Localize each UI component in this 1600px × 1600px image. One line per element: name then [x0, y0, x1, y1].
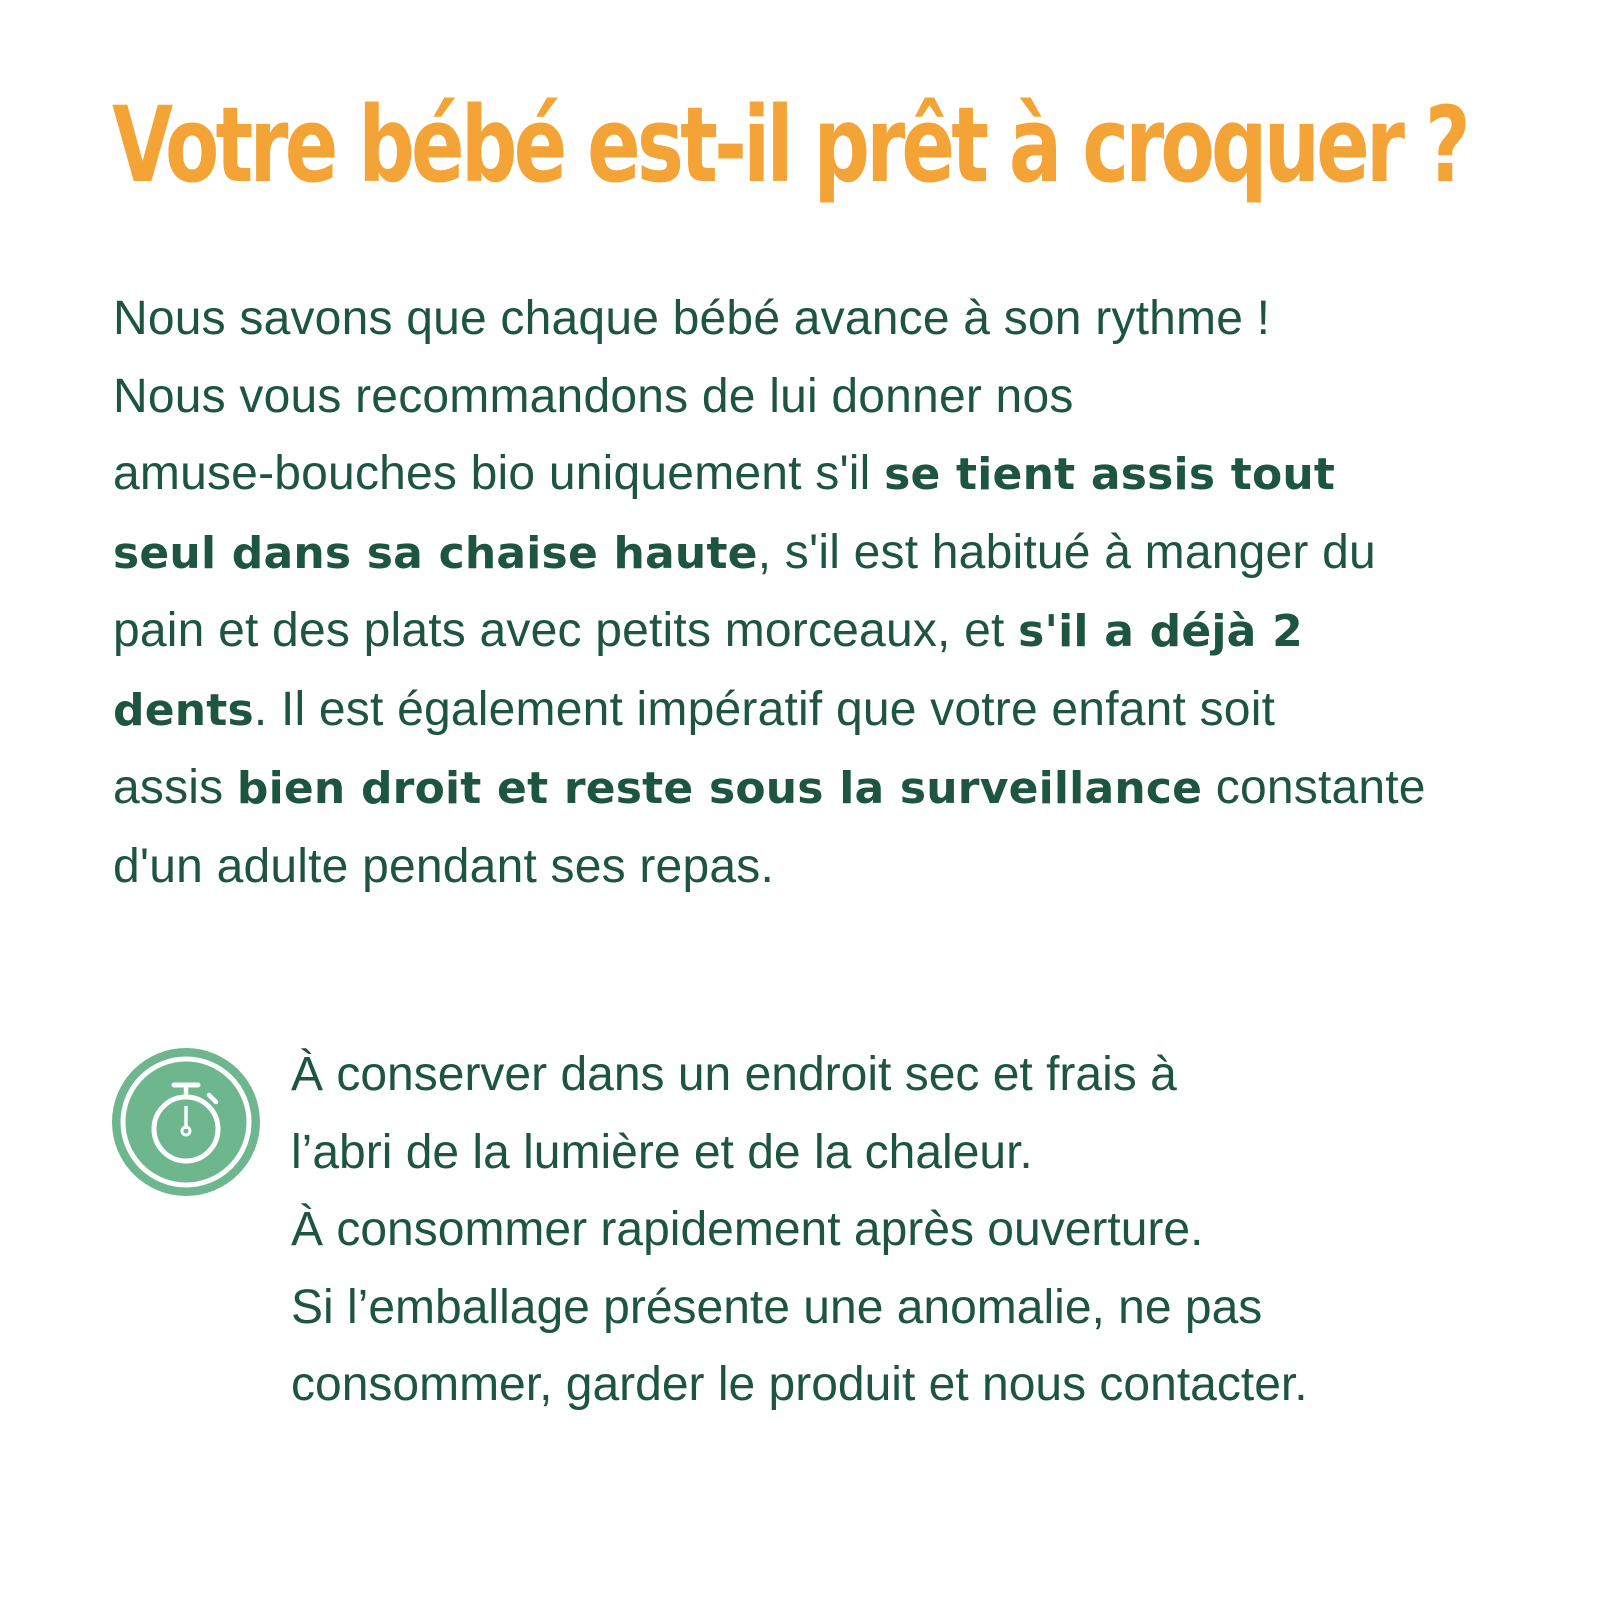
page-title: Votre bébé est-il prêt à croquer ?	[112, 84, 1467, 206]
storage-instructions	[291, 1036, 1551, 1424]
intro-emphasis: bien droit et reste sous la surveillance	[236, 763, 1203, 814]
storage-line: consommer, garder le produit et nous contacter.	[291, 1358, 1308, 1411]
intro-emphasis: seul dans sa chaise haute	[113, 527, 758, 579]
intro-emphasis: s'il a déjà 2	[1018, 606, 1303, 657]
intro-line-4	[113, 514, 1443, 593]
storage-line: À conserver dans un endroit sec et frais à	[291, 1048, 1177, 1101]
storage-line: l’abri de la lumière et de la chaleur.	[291, 1125, 1033, 1179]
intro-line-3	[113, 435, 1443, 514]
intro-text: . Il est également impératif que votre enfant soit	[253, 682, 1276, 736]
intro-text: Nous savons que chaque bébé avance à son rythme !	[113, 292, 1271, 345]
intro-text: amuse-bouches bio uniquement s'il	[113, 447, 885, 500]
intro-line-1	[113, 280, 1443, 358]
stopwatch-icon	[112, 1048, 260, 1196]
storage-line: Si l’emballage présente une anomalie, ne pas	[291, 1280, 1263, 1334]
intro-emphasis: se tient assis tout	[884, 449, 1336, 500]
intro-line-6	[113, 671, 1443, 750]
intro-text: d'un adulte pendant ses repas.	[113, 839, 774, 893]
intro-text: pain et des plats avec petits morceaux, et	[113, 604, 1019, 657]
intro-line-8	[113, 828, 1443, 906]
intro-line-2	[113, 358, 1443, 436]
intro-line-5	[113, 592, 1443, 671]
intro-line-7	[113, 749, 1443, 828]
intro-text: Nous vous recommandons de lui donner nos	[113, 369, 1074, 423]
intro-text: , s'il est habitué à manger du	[757, 525, 1376, 579]
storage-line: À consommer rapidement après ouverture.	[291, 1203, 1204, 1256]
intro-text: constante	[1202, 761, 1426, 814]
intro-paragraph	[113, 280, 1443, 905]
intro-emphasis: dents	[113, 684, 254, 736]
intro-text: assis	[113, 761, 237, 814]
